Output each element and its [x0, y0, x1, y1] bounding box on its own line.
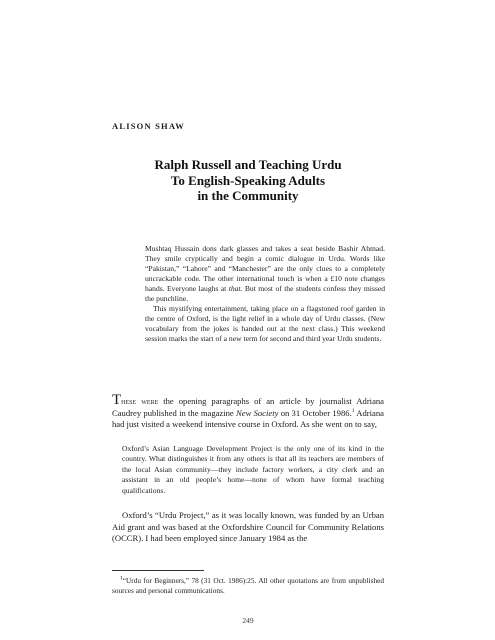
body-paragraph-2-text: Oxford’s “Urdu Project,” as it was locally known, was funded by an Urban Aid grant and was based at the Oxfordshire Council for Community Relations (OCCR). I had been employed since January 1984 as the	[112, 510, 384, 544]
body-text: the opening paragraphs of an article by journalist Adriana Caudrey published in the magazine	[112, 396, 384, 418]
epigraph-text: Mushtaq Hussain dons dark glasses and takes a seat beside Bashir Ahmad. They smile cryptically and begin a comic dialogue in Urdu. Words like “Pakistan,” “Lahore” and “Manchester” are the only clues to a completely uncrackable code. The other international touch is when a £10 note changes hands. Everyone laughs at	[145, 244, 385, 293]
epigraph-quote	[145, 244, 385, 344]
block-quote	[122, 444, 384, 496]
title-line-3: in the Community	[197, 188, 299, 203]
author-name: ALISON SHAW	[112, 121, 185, 131]
drop-cap: T	[112, 392, 122, 408]
block-quote-text: Oxford’s Asian Language Development Project is the only one of its kind in the country. What distinguishes it from any others is that all its teachers are members of the local Asian community—they include factory workers, a city clerk and an assistant in an old people’s home—none of whom have formal teaching qualifications.	[122, 444, 384, 495]
body-paragraph-1	[112, 392, 384, 431]
body-text: Adriana had just visited a weekend intensive course in Oxford. As she went on to say,	[112, 407, 384, 430]
footnote	[112, 576, 384, 595]
epigraph-italic: that.	[228, 284, 243, 293]
magazine-name: New Society	[236, 407, 279, 418]
small-caps-lead: hese were	[121, 396, 159, 406]
epigraph-text-end: But most of the students confess they missed the punchline.	[145, 284, 385, 303]
title-line-2: To English-Speaking Adults	[170, 172, 326, 188]
epigraph-paragraph-2: This mystifying entertainment, taking place on a flagstoned roof garden in the centre of Oxford, is the light relief in a whole day of Urdu classes. (New vocabulary from the jokes is handed out at the next class.) This weekend session marks the start of a new term for second and third year Urdu students.	[145, 304, 385, 343]
article-title	[112, 157, 384, 204]
body-text: on 31 October 1986.	[280, 407, 352, 418]
title-line-1: Ralph Russell and Teaching Urdu	[154, 157, 342, 172]
footnote-marker: 1	[120, 575, 123, 582]
footnote-text: “Urdu for Beginners,” 78 (31 Oct. 1986):25. All other quotations are from unpublished sources and personal communications.	[112, 576, 384, 595]
footnote-ref[interactable]: 1	[351, 407, 355, 414]
footnote-rule	[112, 570, 204, 571]
epigraph-paragraph-1	[145, 244, 385, 304]
page-number: 249	[242, 616, 254, 625]
body-paragraph-2	[112, 510, 384, 545]
